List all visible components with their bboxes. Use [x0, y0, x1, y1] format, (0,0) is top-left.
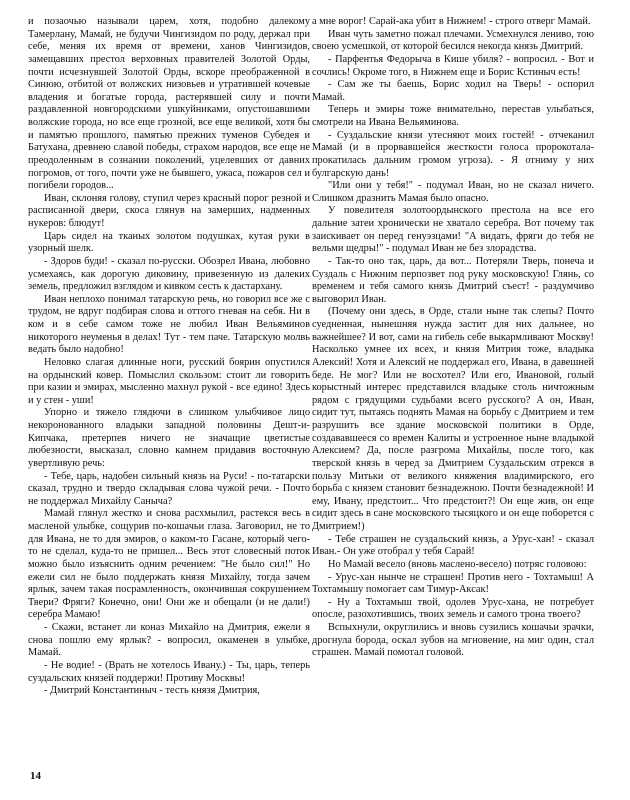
- paragraph: Вспыхнули, округлились и вновь сузились кошачьи зрачки, дрогнула борода, оскал зубов на мгновение, на миг один, стал страшен. Мамай помотал головой.: [312, 622, 594, 659]
- paragraph: - Урус-хан нынче не страшен! Против него - Тохтамыш! А Тохтамышу помогает сам Тимур-Аксак!: [312, 571, 594, 596]
- paragraph: - Парфентья Федорыча в Кише убиля? - вопросил. - Вот и сочлись! Окроме того, в Нижнем еще и Борис Кстиныч есть!: [312, 53, 594, 78]
- paragraph: Теперь и эмиры тоже внимательно, перестав улыбаться, смотрели на Ивана Вельяминова.: [312, 104, 594, 128]
- paragraph: Иван неплохо понимал татарскую речь, но говорил все же с трудом, не вдруг подбирая слова и оттого гневая на себя. Ни в ком и в себе самом тоже не любил Иван Вельяминов никоторого неуменья в делах! Тут - тем паче. Татарскую молвь ведать было надобно!: [28, 293, 310, 356]
- paragraph: (Почему они здесь, в Орде, стали ныне так слепы? Почто суедненная, нынешняя нужда застит для них дальнее, но важнейшее? И вот, сами на гибель себе выкармливают Москву! Насколько умнее их всех, и князя Митрия тоже, владыка Алексий! Хотя и Алексий не поддержал его, Ивана, в давешней беде. Не мог? Или не восхотел? Или его, Ивановой, голый корыстный интерес представился владыке столь ничтожным рядом с грядущими судьбами всего русского? А он, Иван, сидит тут, пытаясь поднять Мамая на борьбу с Дмитрием и тем разрушить все здание московской политики в Орде, создававшееся со времен Калиты и устроенное ныне владыкой Алексием? Да, после разгрома Михайлы, после того, как тверской князь в черед за Дмитрием Суздальским отрекся в пользу Митьки от великого княжения владимирского, его борьба с князем становит безнадежною. Почти безнадежной! И ему, Ивану, предстоит... Что предстоит?! Он еще жив, он еще сидит здесь в сане московского тысяцкого и он еще поборется с Дмитрием!): [312, 306, 594, 532]
- paragraph: - Здоров буди! - сказал по-русски. Обозрел Ивана, любовно усмехаясь, как дорогую диковину, привезенную из далеких земель, предложил взглядом и кивком сесть к дастархану.: [28, 255, 310, 293]
- right-column: [312, 16, 594, 660]
- paragraph: - Тебе, царь, надобен сильный князь на Руси! - по-татарски сказал, трудно и твердо складывая слова чужой речи. - Почто не поддержал Михайлу Саныча?: [28, 470, 310, 507]
- paragraph: - Дмитрий Константиныч - тесть князя Дмитрия,: [44, 685, 260, 697]
- paragraph: Но Мамай весело (вновь маслено-весело) потряс головою:: [328, 558, 587, 570]
- paragraph: и позаочью называли царем, хотя, подобно далекому Тамерлану, Мамай, не будучи Чингизидом по роду, держал при себе, меняя их время от времени, ханов Чингизидов, замещавших престол верховных правителей Золотой Орды, почти исчезнувшей Золотой Орды, вскоре преображенной в Синюю, отбитой от волжских низовьев и утратившей кочевые владения и богатые города, растерявшей силу и почти раздавленной новгородскими ушкуйниками, опустошавшими волжские города, но все еще грозной, все еще великой, хотя бы и памятью прошлого, памятью прежних туменов Субедея и Батухана, древнею славой победы, страхом народов, все еще не преодоленным в сознании поколений, уцелевших от давних погромов, от того, почти уже не бывшего, ужаса, пожаров сел и погибели городов...: [28, 16, 310, 192]
- paragraph: Иван чуть заметно пожал плечами. Усмехнулся лениво, тою своею усмешкой, от которой бесился некогда князь Дмитрий.: [312, 28, 594, 53]
- paragraph: - Тебе страшен не суздальский князь, а Урус-хан! - сказал Иван.- Он уже отобрал у тебя Сарай!: [312, 533, 594, 558]
- left-column: [28, 16, 310, 698]
- paragraph: У повелителя золотоордынского престола на все его дальние затеи хронически не хватало серебра. Вот почему так заискивает он перед генуэзцами! "А видать, фряги до тебя не вельми щедры!" - подумал Иван не без злорадства.: [312, 205, 594, 255]
- paragraph: - Сам же ты баешь, Борис ходил на Тверь! - оспорил Мамай.: [312, 79, 594, 103]
- paragraph: Мамай глянул жестко и снова расхмылил, растекся весь в масленой улыбке, сощурив по-кошачьи глаза. Заговорил, не то для Ивана, не то для эмиров, о каком-то Гасане, который чего-то не сделал, куда-то не пришел... Весь этот словесный поток можно было изъяснить одним речением: "Не было сил!" Но ежели сил не было поддержать князя Михайлу, тогда зачем ярлык, зачем такая посрамленность, окончившая сокрушением Твери? Фряги? Конечно, они! Они же и обещали (и не дали!) серебра Мамаю!: [28, 508, 310, 621]
- paragraph: Неловко слагая длинные ноги, русский боярин опустился на ордынский ковер. Помыслил скользом: стоит ли говорить при казии и эмирах, мысленно махнул рукой - все едино! Здесь и у стен - уши!: [28, 356, 310, 406]
- paragraph: Иван, склоняя голову, ступил через красный порог резной и расписанной двери, скоса глянув на замерших, надменных нукеров: блюдут!: [28, 192, 310, 229]
- paragraph: Упорно и тяжело глядючи в слишком улыбчивое лицо некоронованного владыки западной половины Дешт-и-Кипчака, претерпев ничего не значащие цветистые любезности, высказал, словно камнем придавив восточную увертливую речь:: [28, 407, 310, 469]
- paragraph: - Так-то оно так, царь, да вот... Потеряли Тверь, понеча и Суздаль с Нижним перпозвет под руку московскую! Глянь, со временем и тебя самого князь Дмитрий съест! - раздумчиво выговорил Иван.: [312, 255, 594, 305]
- paragraph: - Скажи, встанет ли коназ Михайло на Дмитрия, ежели я снова пошлю ему ярлык? - вопросил, окаменев в улыбке, Мамай.: [28, 622, 310, 659]
- paragraph: - Не водие! - (Врать не хотелось Ивану.) - Ты, царь, теперь суздальских князей поддержи! Противу Москвы!: [28, 659, 310, 684]
- paragraph: а мне ворог! Сарай-ака убит в Нижнем! - строго отверг Мамай.: [312, 16, 591, 27]
- paragraph: "Или они у тебя!" - подумал Иван, но не сказал ничего. Слишком дразнить Мамая было опасно.: [312, 180, 594, 204]
- page-number: 14: [30, 770, 41, 782]
- paragraph: - Ну а Тохтамыш твой, одолев Урус-хана, не потребует опосле, разохотившись, твоих земель и самого трона твоего?: [312, 596, 594, 621]
- paragraph: - Суздальские князи утесняют моих гостей! - отчеканил Мамай (и в прорвавшейся жесткости голоса пророкотала-прокатилась дальним громом угроза). - Я отниму у них булгарскую дань!: [312, 129, 594, 179]
- paragraph: Царь сидел на тканых золотом подушках, кутая руки в узорный шелк.: [28, 230, 310, 255]
